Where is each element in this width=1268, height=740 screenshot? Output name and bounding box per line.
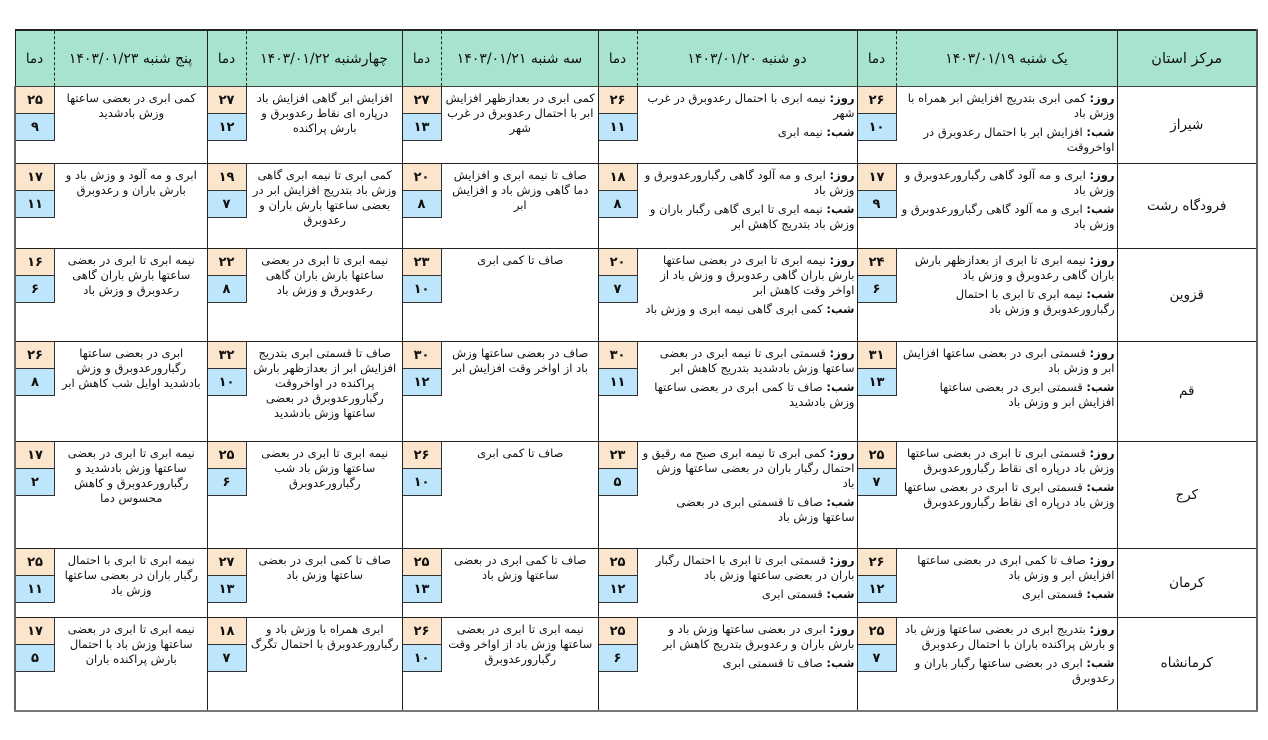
min-temp: ۱۱ xyxy=(16,576,54,603)
temp-cell-day3 xyxy=(402,618,441,711)
temp-cell-day4 xyxy=(207,249,246,342)
forecast-day4: کمی ابری تا نیمه ابری گاهی وزش باد بتدریج افزایش ابر در بعضی ساعتها بارش باران و رعدوبرق xyxy=(246,164,402,249)
temp-cell-day3 xyxy=(402,87,441,164)
night-forecast xyxy=(641,202,855,232)
day-text: کمی ابری بتدریج افزایش ابر همراه با وزش باد xyxy=(907,91,1115,120)
min-temp: ۸ xyxy=(403,191,441,218)
temp-cell-day1 xyxy=(857,87,896,164)
temp-cell-day2 xyxy=(598,249,637,342)
forecast-day3: کمی ابری در بعدازظهر افزایش ابر با احتمال رعدوبرق در غرب شهر xyxy=(441,87,598,164)
table-row xyxy=(15,618,1257,711)
night-text: قسمتی ابری xyxy=(761,587,823,601)
day-forecast xyxy=(900,553,1115,583)
max-temp: ۲۵ xyxy=(16,549,54,576)
night-label: شب: xyxy=(826,125,855,139)
forecast-day3: نیمه ابری تا ابری در بعضی ساعتها وزش باد از اواخر وقت رگبارورعدوبرق xyxy=(441,618,598,711)
night-forecast xyxy=(900,587,1115,602)
day-forecast xyxy=(641,168,855,198)
temp-cell-day5 xyxy=(15,549,54,618)
temp-cell-day4 xyxy=(207,442,246,549)
temp-cell-day2 xyxy=(598,549,637,618)
temp-header-day4: دما xyxy=(207,30,246,87)
forecast-day3: صاف در بعضی ساعتها وزش باد از اواخر وقت افزایش ابر xyxy=(441,342,598,442)
night-label: شب: xyxy=(826,495,855,509)
forecast-day1 xyxy=(896,164,1117,249)
table-row xyxy=(15,549,1257,618)
date-header-day5: پنج شنبه ۱۴۰۳/۰۱/۲۳ xyxy=(54,30,207,87)
max-temp: ۳۱ xyxy=(858,342,896,369)
min-temp: ۸ xyxy=(208,276,246,303)
forecast-day4: نیمه ابری تا ابری در بعضی ساعتها وزش باد شب رگبارورعدوبرق xyxy=(246,442,402,549)
night-label: شب: xyxy=(826,302,855,316)
temp-cell-day3 xyxy=(402,442,441,549)
max-temp: ۱۷ xyxy=(858,164,896,191)
day-label: روز: xyxy=(1089,346,1115,360)
day-forecast xyxy=(641,346,855,376)
date-header-day4: چهارشنبه ۱۴۰۳/۰۱/۲۲ xyxy=(246,30,402,87)
day-label: روز: xyxy=(829,622,855,636)
table-row xyxy=(15,442,1257,549)
forecast-day3: صاف تا نیمه ابری و افزایش دما گاهی وزش باد و افزایش ابر xyxy=(441,164,598,249)
max-temp: ۲۵ xyxy=(16,87,54,114)
min-temp: ۶ xyxy=(599,645,637,672)
max-temp: ۲۶ xyxy=(16,342,54,369)
max-temp: ۲۵ xyxy=(599,549,637,576)
max-temp: ۲۰ xyxy=(599,249,637,276)
temp-cell-day5 xyxy=(15,164,54,249)
night-label: شب: xyxy=(826,587,855,601)
forecast-day5: ابری و مه آلود و وزش باد و بارش باران و رعدوبرق xyxy=(54,164,207,249)
day-text: کمی ابری تا نیمه ابری صبح مه رقیق و احتمال رگبار باران در بعضی ساعتها وزش باد xyxy=(642,446,855,490)
night-label: شب: xyxy=(1086,287,1115,301)
temp-cell-day5 xyxy=(15,87,54,164)
min-temp: ۶ xyxy=(16,276,54,303)
forecast-day4: ابری همراه با وزش باد و رگبارورعدوبرق با احتمال تگرگ xyxy=(246,618,402,711)
day-label: روز: xyxy=(1089,253,1115,267)
forecast-day5: ابری در بعضی ساعتها رگبارورعدوبرق و وزش بادشدید اوایل شب کاهش ابر xyxy=(54,342,207,442)
province-name: قم xyxy=(1117,342,1257,442)
night-text: نیمه ابری تا ابری با احتمال رگبارورعدوبرق و وزش باد xyxy=(955,287,1115,316)
night-label: شب: xyxy=(826,202,855,216)
min-temp: ۷ xyxy=(858,645,896,672)
min-temp: ۵ xyxy=(16,645,54,672)
temp-cell-day3 xyxy=(402,249,441,342)
min-temp: ۱۳ xyxy=(858,369,896,396)
night-label: شب: xyxy=(826,380,855,394)
min-temp: ۱۰ xyxy=(403,276,441,303)
temp-cell-day2 xyxy=(598,342,637,442)
day-label: روز: xyxy=(829,253,855,267)
date-header-day1: یک شنبه ۱۴۰۳/۰۱/۱۹ xyxy=(896,30,1117,87)
day-forecast xyxy=(900,622,1115,652)
forecast-day2 xyxy=(637,618,857,711)
day-label: روز: xyxy=(1089,168,1115,182)
temp-header-day2: دما xyxy=(598,30,637,87)
day-text: قسمتی ابری تا ابری در بعضی ساعتها وزش باد درپاره ای نقاط رگبارورعدوبرق xyxy=(907,446,1115,475)
forecast-day5: کمی ابری در بعضی ساعتها وزش بادشدید xyxy=(54,87,207,164)
day-text: بتدریج ابری در بعضی ساعتها وزش باد و بارش پراکنده باران با احتمال رعدوبرق xyxy=(905,622,1115,651)
forecast-day1 xyxy=(896,87,1117,164)
night-text: صاف تا قسمتی ابری در بعضی ساعتها وزش باد xyxy=(676,495,855,524)
temp-cell-day4 xyxy=(207,164,246,249)
night-forecast xyxy=(900,380,1115,410)
night-text: قسمتی ابری در بعضی ساعتها افزایش ابر و وزش باد xyxy=(939,380,1115,409)
min-temp: ۱۲ xyxy=(858,576,896,603)
day-text: نیمه ابری با احتمال رعدوبرق در غرب شهر xyxy=(647,91,855,120)
temp-cell-day2 xyxy=(598,618,637,711)
table-row xyxy=(15,342,1257,442)
temp-cell-day3 xyxy=(402,549,441,618)
max-temp: ۲۳ xyxy=(599,442,637,469)
header-row xyxy=(15,30,1257,87)
night-forecast xyxy=(900,656,1115,686)
night-text: قسمتی ابری xyxy=(1021,587,1083,601)
min-temp: ۱۱ xyxy=(16,191,54,218)
max-temp: ۲۶ xyxy=(858,87,896,114)
temp-cell-day1 xyxy=(857,618,896,711)
min-temp: ۷ xyxy=(858,469,896,496)
min-temp: ۹ xyxy=(858,191,896,218)
max-temp: ۲۵ xyxy=(858,442,896,469)
max-temp: ۲۷ xyxy=(208,87,246,114)
forecast-day2 xyxy=(637,249,857,342)
max-temp: ۲۷ xyxy=(208,549,246,576)
forecast-day4: افزایش ابر گاهی افزایش باد درپاره ای نقاط رعدوبرق و بارش پراکنده xyxy=(246,87,402,164)
min-temp: ۱۲ xyxy=(599,576,637,603)
temp-cell-day1 xyxy=(857,249,896,342)
day-label: روز: xyxy=(829,553,855,567)
day-text: قسمتی ابری تا نیمه ابری در بعضی ساعتها وزش بادشدید بتدریج کاهش ابر xyxy=(659,346,855,375)
max-temp: ۳۰ xyxy=(599,342,637,369)
night-label: شب: xyxy=(1086,202,1115,216)
day-label: روز: xyxy=(1089,622,1115,636)
min-temp: ۱۳ xyxy=(403,576,441,603)
min-temp: ۱۳ xyxy=(403,114,441,141)
day-text: نیمه ابری تا ابری از بعدازظهر بارش باران گاهی رعدوبرق و وزش باد xyxy=(914,253,1115,282)
night-forecast xyxy=(900,287,1115,317)
day-text: صاف تا کمی ابری در بعضی ساعتها افزایش ابر و وزش باد xyxy=(917,553,1115,582)
forecast-table-wrapper xyxy=(14,29,1257,712)
min-temp: ۱۳ xyxy=(208,576,246,603)
temp-cell-day3 xyxy=(402,342,441,442)
max-temp: ۳۲ xyxy=(208,342,246,369)
night-text: ابری و مه آلود گاهی رگبارورعدوبرق و وزش باد xyxy=(901,202,1115,231)
day-label: روز: xyxy=(1089,446,1115,460)
temp-header-day5: دما xyxy=(15,30,54,87)
day-label: روز: xyxy=(829,346,855,360)
min-temp: ۱۲ xyxy=(403,369,441,396)
min-temp: ۱۰ xyxy=(403,645,441,672)
min-temp: ۷ xyxy=(208,191,246,218)
temp-cell-day4 xyxy=(207,618,246,711)
night-label: شب: xyxy=(826,656,855,670)
night-text: قسمتی ابری تا ابری در بعضی ساعتها وزش باد درپاره ای نقاط رگبارورعدوبرق xyxy=(903,480,1115,509)
day-forecast xyxy=(900,346,1115,376)
temp-cell-day2 xyxy=(598,442,637,549)
date-header-day2: دو شنبه ۱۴۰۳/۰۱/۲۰ xyxy=(637,30,857,87)
province-name: قزوین xyxy=(1117,249,1257,342)
day-label: روز: xyxy=(829,168,855,182)
max-temp: ۲۷ xyxy=(403,87,441,114)
forecast-day2 xyxy=(637,164,857,249)
night-text: نیمه ابری xyxy=(777,125,823,139)
min-temp: ۶ xyxy=(208,469,246,496)
date-header-day3: سه شنبه ۱۴۰۳/۰۱/۲۱ xyxy=(441,30,598,87)
forecast-day1 xyxy=(896,549,1117,618)
min-temp: ۱۲ xyxy=(208,114,246,141)
day-label: روز: xyxy=(829,91,855,105)
night-label: شب: xyxy=(1086,125,1115,139)
day-forecast xyxy=(641,253,855,298)
night-text: افزایش ابر با احتمال رعدوبرق در اواخروقت xyxy=(923,125,1115,154)
forecast-day3: صاف تا کمی ابری xyxy=(441,442,598,549)
temp-cell-day1 xyxy=(857,342,896,442)
night-label: شب: xyxy=(1086,380,1115,394)
temp-cell-day2 xyxy=(598,87,637,164)
max-temp: ۲۶ xyxy=(599,87,637,114)
night-text: کمی ابری گاهی نیمه ابری و وزش باد xyxy=(645,302,823,316)
day-label: روز: xyxy=(1089,91,1115,105)
min-temp: ۲ xyxy=(16,469,54,496)
max-temp: ۲۰ xyxy=(403,164,441,191)
forecast-day1 xyxy=(896,618,1117,711)
province-name: کرج xyxy=(1117,442,1257,549)
forecast-day2 xyxy=(637,87,857,164)
forecast-day2 xyxy=(637,442,857,549)
day-text: ابری و مه آلود گاهی رگبارورعدوبرق و وزش باد xyxy=(644,168,855,197)
max-temp: ۲۲ xyxy=(208,249,246,276)
night-forecast xyxy=(641,495,855,525)
min-temp: ۸ xyxy=(599,191,637,218)
night-forecast xyxy=(641,125,855,140)
forecast-day2 xyxy=(637,549,857,618)
max-temp: ۲۴ xyxy=(858,249,896,276)
max-temp: ۲۶ xyxy=(403,442,441,469)
temp-cell-day5 xyxy=(15,342,54,442)
night-forecast xyxy=(641,587,855,602)
weather-forecast-table xyxy=(14,29,1258,712)
day-forecast xyxy=(641,446,855,491)
temp-cell-day5 xyxy=(15,618,54,711)
day-forecast xyxy=(641,553,855,583)
temp-header-day3: دما xyxy=(402,30,441,87)
forecast-day5: نیمه ابری تا ابری در بعضی ساعتها وزش بادشدید و رگبارورعدوبرق و کاهش محسوس دما xyxy=(54,442,207,549)
province-name: کرمان xyxy=(1117,549,1257,618)
temp-cell-day1 xyxy=(857,164,896,249)
day-text: ابری و مه آلود گاهی رگبارورعدوبرق و وزش باد xyxy=(904,168,1115,197)
day-forecast xyxy=(900,91,1115,121)
province-header: مرکز استان xyxy=(1117,30,1257,87)
temp-header-day1: دما xyxy=(857,30,896,87)
forecast-day2 xyxy=(637,342,857,442)
max-temp: ۳۰ xyxy=(403,342,441,369)
day-forecast xyxy=(641,91,855,121)
night-forecast xyxy=(641,656,855,671)
province-name: کرمانشاه xyxy=(1117,618,1257,711)
forecast-day5: نیمه ابری تا ابری با احتمال رگبار باران در بعضی ساعتها وزش باد xyxy=(54,549,207,618)
min-temp: ۷ xyxy=(599,276,637,303)
forecast-day5: نیمه ابری تا ابری در بعضی ساعتها وزش باد با احتمال بارش پراکنده باران xyxy=(54,618,207,711)
max-temp: ۲۵ xyxy=(858,618,896,645)
temp-cell-day3 xyxy=(402,164,441,249)
day-forecast xyxy=(641,622,855,652)
max-temp: ۱۸ xyxy=(208,618,246,645)
max-temp: ۲۵ xyxy=(208,442,246,469)
night-label: شب: xyxy=(1086,587,1115,601)
temp-cell-day5 xyxy=(15,249,54,342)
temp-cell-day2 xyxy=(598,164,637,249)
min-temp: ۱۰ xyxy=(858,114,896,141)
max-temp: ۱۷ xyxy=(16,618,54,645)
night-forecast xyxy=(900,202,1115,232)
max-temp: ۲۵ xyxy=(599,618,637,645)
min-temp: ۸ xyxy=(16,369,54,396)
min-temp: ۷ xyxy=(208,645,246,672)
temp-cell-day5 xyxy=(15,442,54,549)
day-text: ابری در بعضی ساعتها وزش باد و بارش باران و رعدوبرق بتدریج کاهش ابر xyxy=(663,622,855,651)
forecast-day4: صاف تا کمی ابری در بعضی ساعتها وزش باد xyxy=(246,549,402,618)
forecast-day1 xyxy=(896,342,1117,442)
max-temp: ۱۹ xyxy=(208,164,246,191)
min-temp: ۱۱ xyxy=(599,369,637,396)
table-row xyxy=(15,249,1257,342)
max-temp: ۱۷ xyxy=(16,442,54,469)
night-forecast xyxy=(641,380,855,410)
max-temp: ۲۳ xyxy=(403,249,441,276)
day-forecast xyxy=(900,168,1115,198)
day-forecast xyxy=(900,446,1115,476)
forecast-day4: نیمه ابری تا ابری در بعضی ساعتها بارش باران گاهی رعدوبرق و وزش باد xyxy=(246,249,402,342)
min-temp: ۱۰ xyxy=(208,369,246,396)
max-temp: ۲۶ xyxy=(403,618,441,645)
night-text: صاف تا قسمتی ابری xyxy=(722,656,823,670)
forecast-day4: صاف تا قسمتی ابری بتدریج افزایش ابر از بعدازظهر بارش پراکنده در اواخروقت رگبارورعدوبرق در بعضی ساعتها وزش بادشدید xyxy=(246,342,402,442)
forecast-day1 xyxy=(896,249,1117,342)
province-name: فرودگاه رشت xyxy=(1117,164,1257,249)
temp-cell-day1 xyxy=(857,442,896,549)
day-text: نیمه ابری تا ابری در بعضی ساعتها بارش باران گاهی رعدوبرق و وزش باد از اواخر وقت کاهش ابر xyxy=(660,253,855,297)
max-temp: ۲۵ xyxy=(403,549,441,576)
table-row xyxy=(15,87,1257,164)
max-temp: ۲۶ xyxy=(858,549,896,576)
night-label: شب: xyxy=(1086,656,1115,670)
min-temp: ۱۱ xyxy=(599,114,637,141)
night-text: نیمه ابری تا ابری گاهی رگبار باران و وزش باد بتدریج کاهش ابر xyxy=(649,202,855,231)
forecast-day3: صاف تا کمی ابری xyxy=(441,249,598,342)
day-forecast xyxy=(900,253,1115,283)
night-forecast xyxy=(900,125,1115,155)
night-text: ابری در بعضی ساعتها رگبار باران و رعدوبرق xyxy=(914,656,1115,685)
night-forecast xyxy=(641,302,855,317)
night-label: شب: xyxy=(1086,480,1115,494)
min-temp: ۶ xyxy=(858,276,896,303)
forecast-day3: صاف تا کمی ابری در بعضی ساعتها وزش باد xyxy=(441,549,598,618)
temp-cell-day1 xyxy=(857,549,896,618)
min-temp: ۱۰ xyxy=(403,469,441,496)
max-temp: ۱۸ xyxy=(599,164,637,191)
province-name: شیراز xyxy=(1117,87,1257,164)
temp-cell-day4 xyxy=(207,549,246,618)
day-text: قسمتی ابری در بعضی ساعتها افزایش ابر و وزش باد xyxy=(903,346,1115,375)
temp-cell-day4 xyxy=(207,87,246,164)
night-forecast xyxy=(900,480,1115,510)
min-temp: ۵ xyxy=(599,469,637,496)
day-label: روز: xyxy=(1089,553,1115,567)
table-row xyxy=(15,164,1257,249)
forecast-day5: نیمه ابری تا ابری در بعضی ساعتها بارش باران گاهی رعدوبرق و وزش باد xyxy=(54,249,207,342)
max-temp: ۱۷ xyxy=(16,164,54,191)
day-text: قسمتی ابری تا ابری با احتمال رگبار باران در بعضی ساعتها وزش باد xyxy=(655,553,855,582)
day-label: روز: xyxy=(829,446,855,460)
forecast-day1 xyxy=(896,442,1117,549)
temp-cell-day4 xyxy=(207,342,246,442)
night-text: صاف تا کمی ابری در بعضی ساعتها وزش بادشدید xyxy=(654,380,855,409)
min-temp: ۹ xyxy=(16,114,54,141)
max-temp: ۱۶ xyxy=(16,249,54,276)
